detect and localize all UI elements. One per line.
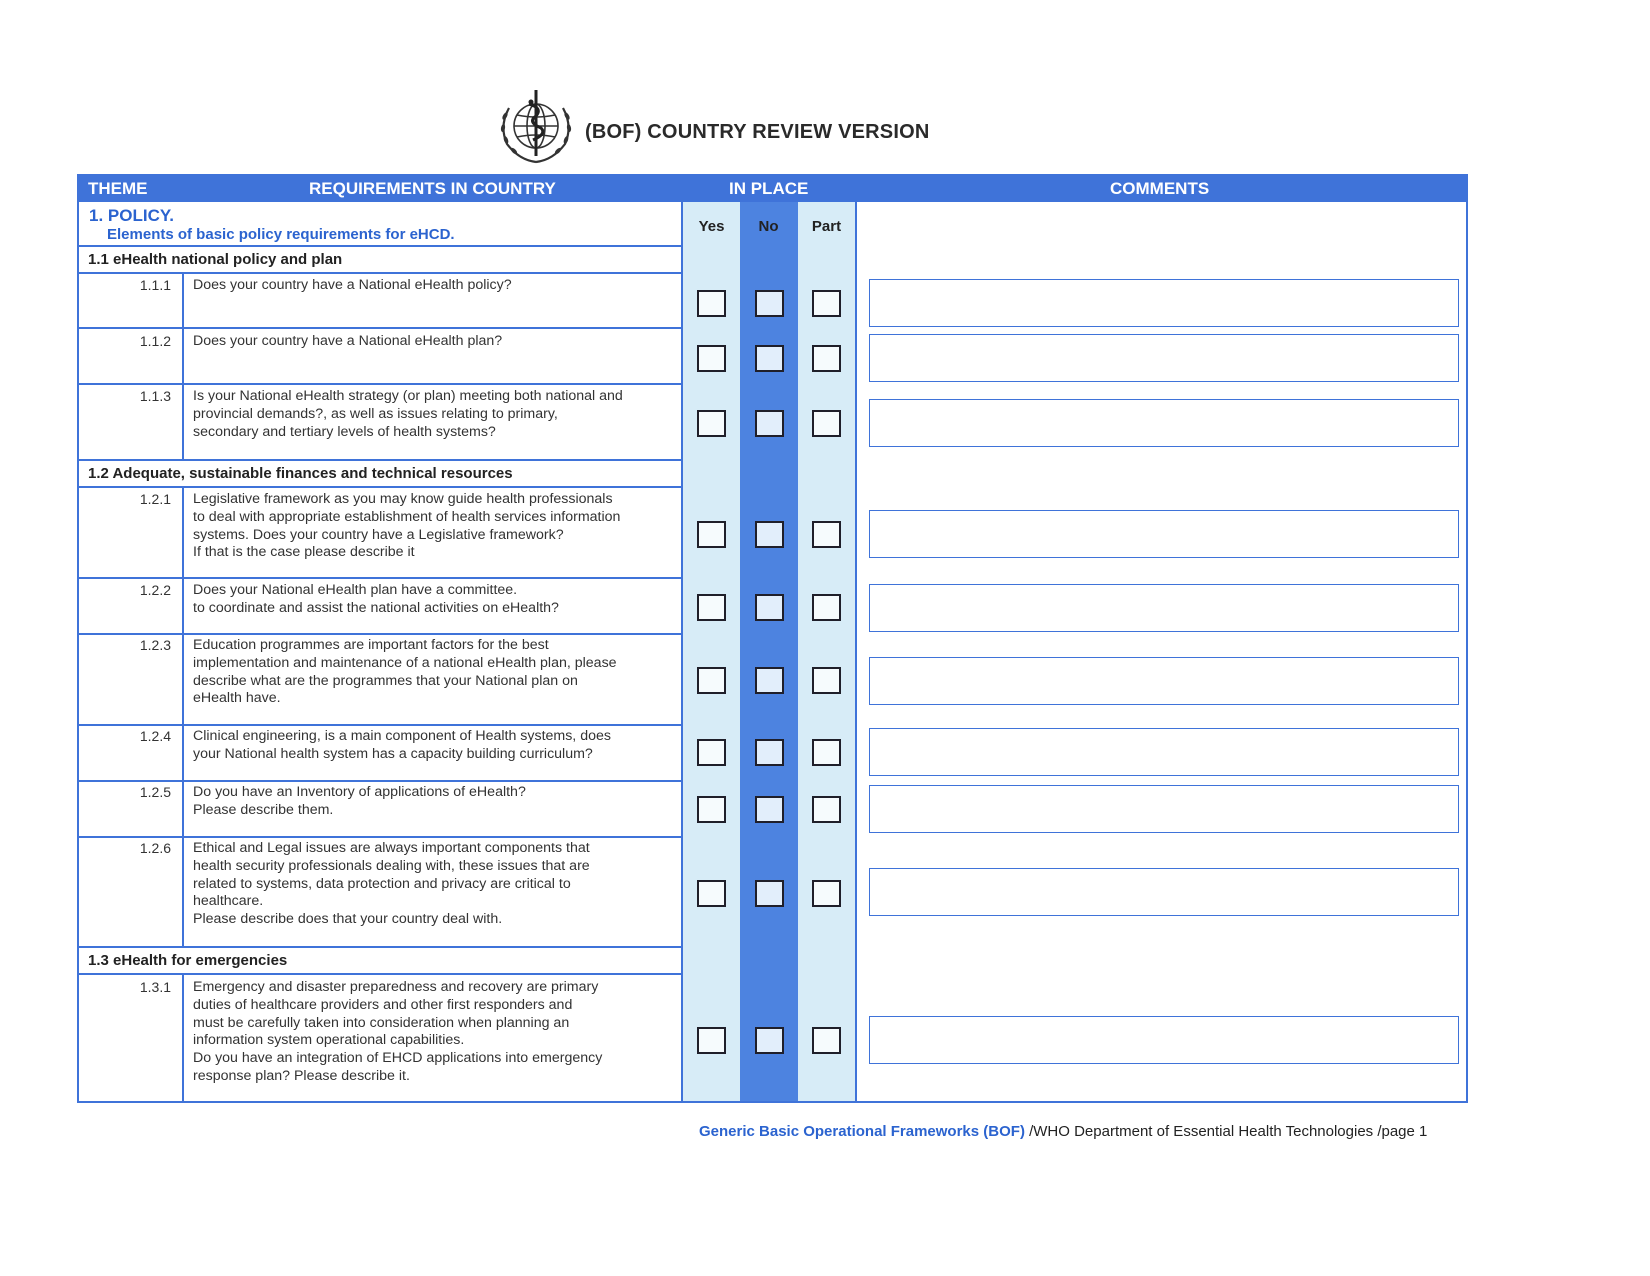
comment-field[interactable] <box>869 868 1459 916</box>
document-title: (BOF) COUNTRY REVIEW VERSION <box>585 120 930 143</box>
part-column <box>798 202 855 1101</box>
who-emblem-icon <box>493 86 579 170</box>
question-number: 1.2.6 <box>139 840 171 856</box>
header-requirements: REQUIREMENTS IN COUNTRY <box>309 179 556 198</box>
number-column-divider <box>182 975 184 1103</box>
question-text: Clinical engineering, is a main component of Health systems, does your National health system has a capacity building curriculum? <box>193 728 611 762</box>
part-checkbox[interactable] <box>812 667 841 694</box>
part-checkbox[interactable] <box>812 594 841 621</box>
section-title: 1. POLICY. <box>89 206 175 225</box>
row-divider <box>79 780 682 782</box>
no-checkbox[interactable] <box>755 796 784 823</box>
no-column-label: No <box>758 218 779 235</box>
question-number: 1.2.5 <box>139 784 171 800</box>
page-footer <box>699 1123 1427 1140</box>
no-checkbox[interactable] <box>755 410 784 437</box>
question-text: Does your country have a National eHealth policy? <box>193 277 512 293</box>
part-column-label: Part <box>811 218 842 235</box>
row-divider <box>79 383 682 385</box>
yes-checkbox[interactable] <box>697 667 726 694</box>
row-divider <box>79 327 682 329</box>
no-checkbox[interactable] <box>755 594 784 621</box>
no-checkbox[interactable] <box>755 739 784 766</box>
header-in-place: IN PLACE <box>729 179 809 198</box>
yes-checkbox[interactable] <box>697 410 726 437</box>
row-divider <box>79 836 682 838</box>
header-comments: COMMENTS <box>1110 179 1210 198</box>
row-divider <box>79 724 682 726</box>
number-column-divider <box>182 274 184 459</box>
row-divider <box>79 272 682 274</box>
column-divider <box>681 202 683 1101</box>
subsection-heading: 1.2 Adequate, sustainable finances and technical resources <box>88 465 513 482</box>
comment-field[interactable] <box>869 510 1459 558</box>
yes-checkbox[interactable] <box>697 345 726 372</box>
question-text: Do you have an Inventory of applications of eHealth? Please describe them. <box>193 784 526 818</box>
footer-framework-name: Generic Basic Operational Frameworks (BOF) <box>699 1123 1025 1140</box>
question-number: 1.2.4 <box>139 728 171 744</box>
row-divider <box>79 577 682 579</box>
column-divider <box>855 202 857 1101</box>
question-text: Education programmes are important factors for the best implementation and maintenance of a national eHealth plan, please describe what are the programmes that your National plan on eHealth have. <box>193 637 617 707</box>
document-header <box>493 86 930 170</box>
no-checkbox[interactable] <box>755 345 784 372</box>
number-column-divider <box>182 488 184 946</box>
question-number: 1.1.1 <box>139 277 171 293</box>
row-divider <box>79 633 682 635</box>
question-text: Is your National eHealth strategy (or plan) meeting both national and provincial demands?, as well as issues relating to primary, secondary and tertiary levels of health systems? <box>193 388 623 440</box>
review-form-table <box>77 174 1468 1103</box>
yes-checkbox[interactable] <box>697 290 726 317</box>
no-column <box>740 202 798 1101</box>
comment-field[interactable] <box>869 399 1459 447</box>
yes-checkbox[interactable] <box>697 1027 726 1054</box>
comment-field[interactable] <box>869 334 1459 382</box>
subsection-heading: 1.3 eHealth for emergencies <box>88 952 288 969</box>
no-checkbox[interactable] <box>755 667 784 694</box>
yes-column <box>683 202 740 1101</box>
question-text: Emergency and disaster preparedness and recovery are primary duties of healthcare providers and other first responders and must be carefully taken into consideration when planning an information system operational capabilities. Do you have an integration of EHCD applications into emergency response plan? Please describe it. <box>193 979 603 1084</box>
question-number: 1.2.3 <box>139 637 171 653</box>
part-checkbox[interactable] <box>812 521 841 548</box>
question-number: 1.1.2 <box>139 333 171 349</box>
part-checkbox[interactable] <box>812 1027 841 1054</box>
question-number: 1.2.2 <box>139 582 171 598</box>
no-checkbox[interactable] <box>755 1027 784 1054</box>
part-checkbox[interactable] <box>812 410 841 437</box>
comment-field[interactable] <box>869 584 1459 632</box>
no-checkbox[interactable] <box>755 521 784 548</box>
no-checkbox[interactable] <box>755 290 784 317</box>
yes-checkbox[interactable] <box>697 594 726 621</box>
part-checkbox[interactable] <box>812 796 841 823</box>
comment-field[interactable] <box>869 785 1459 833</box>
question-text: Legislative framework as you may know guide health professionals to deal with appropriate establishment of health services information systems. Does your country have a Legislative framework? If that is the case please describe it <box>193 491 621 561</box>
no-checkbox[interactable] <box>755 880 784 907</box>
question-text: Ethical and Legal issues are always important components that health security professionals dealing with, these issues that are related to systems, data protection and privacy are critical to healthcare. Please describe does that your country deal with. <box>193 840 590 928</box>
part-checkbox[interactable] <box>812 739 841 766</box>
row-divider <box>79 973 682 975</box>
yes-checkbox[interactable] <box>697 796 726 823</box>
question-number: 1.2.1 <box>139 491 171 507</box>
question-number: 1.1.3 <box>139 388 171 404</box>
subsection-heading: 1.1 eHealth national policy and plan <box>88 251 343 268</box>
question-text: Does your country have a National eHealth plan? <box>193 333 503 349</box>
question-text: Does your National eHealth plan have a committee. to coordinate and assist the national activities on eHealth? <box>193 582 559 616</box>
yes-checkbox[interactable] <box>697 739 726 766</box>
comment-field[interactable] <box>869 657 1459 705</box>
yes-checkbox[interactable] <box>697 521 726 548</box>
part-checkbox[interactable] <box>812 345 841 372</box>
row-divider <box>79 946 682 948</box>
yes-checkbox[interactable] <box>697 880 726 907</box>
comment-field[interactable] <box>869 1016 1459 1064</box>
yes-column-label: Yes <box>698 218 725 235</box>
row-divider <box>79 245 682 247</box>
row-divider <box>79 486 682 488</box>
question-number: 1.3.1 <box>139 979 171 995</box>
comment-field[interactable] <box>869 728 1459 776</box>
header-theme: THEME <box>88 179 148 198</box>
comment-field[interactable] <box>869 279 1459 327</box>
row-divider <box>79 459 682 461</box>
footer-department-page: /WHO Department of Essential Health Technologies /page 1 <box>1024 1123 1428 1140</box>
section-subtitle: Elements of basic policy requirements for eHCD. <box>107 226 455 243</box>
part-checkbox[interactable] <box>812 290 841 317</box>
part-checkbox[interactable] <box>812 880 841 907</box>
